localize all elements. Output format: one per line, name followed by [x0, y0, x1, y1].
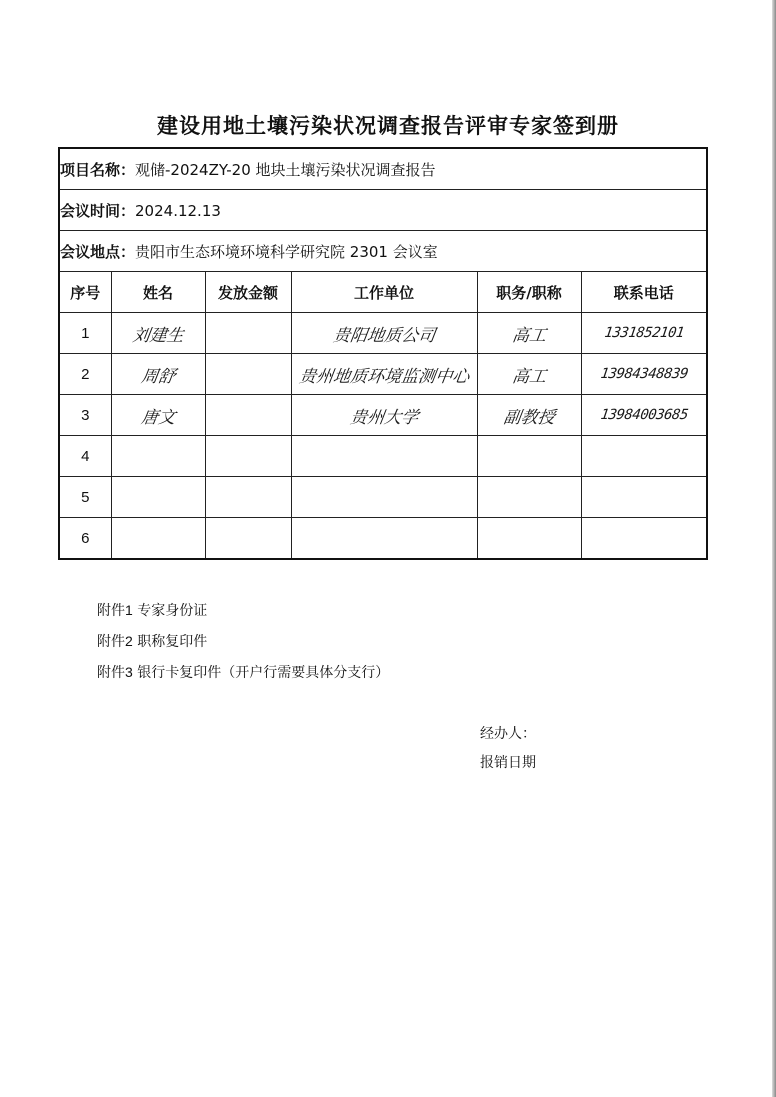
title-handwriting: 副教授 — [501, 407, 556, 428]
row-no: 2 — [59, 354, 111, 395]
handler-label: 经办人： — [480, 726, 536, 742]
row-unit — [291, 313, 477, 354]
row-phone — [581, 477, 707, 518]
row-phone — [581, 313, 707, 354]
table-row — [59, 477, 707, 518]
table-header — [59, 272, 707, 313]
name-signature: 刘建生 — [130, 325, 185, 346]
row-phone — [581, 395, 707, 436]
row-amount — [205, 477, 291, 518]
row-amount — [205, 395, 291, 436]
unit-handwriting: 贵州地质环境监测中心 — [297, 366, 471, 387]
name-signature: 唐文 — [139, 407, 177, 428]
table-row — [59, 313, 707, 354]
row-name — [111, 313, 205, 354]
row-unit — [291, 477, 477, 518]
header-no: 序号 — [59, 272, 111, 313]
row-unit — [291, 354, 477, 395]
place-label: 会议地点： — [60, 242, 136, 261]
attachment-item — [97, 631, 207, 651]
table-row — [59, 436, 707, 477]
name-signature: 周舒 — [139, 366, 177, 387]
row-no: 5 — [59, 477, 111, 518]
time-label: 会议时间： — [60, 201, 136, 220]
signin-table — [58, 147, 708, 560]
project-row — [59, 148, 707, 190]
attachment-number: 2 — [125, 633, 133, 649]
table-row — [59, 354, 707, 395]
phone-handwriting: 13984348839 — [599, 366, 689, 382]
row-name — [111, 477, 205, 518]
row-no: 3 — [59, 395, 111, 436]
row-title — [477, 477, 581, 518]
attachment-text: 银行卡复印件（开户行需要具体分支行） — [137, 665, 390, 681]
attachment-item — [97, 600, 207, 620]
unit-handwriting: 贵州大学 — [348, 407, 420, 428]
attachment-number: 3 — [125, 664, 133, 680]
attachment-label: 附件 — [97, 603, 125, 619]
attachment-number: 1 — [125, 602, 133, 618]
header-unit: 工作单位 — [291, 272, 477, 313]
row-phone — [581, 354, 707, 395]
row-amount — [205, 436, 291, 477]
table-row — [59, 395, 707, 436]
header-amount: 发放金额 — [205, 272, 291, 313]
header-name: 姓名 — [111, 272, 205, 313]
row-phone — [581, 518, 707, 560]
phone-handwriting: 1331852101 — [602, 325, 685, 341]
attachment-item — [97, 662, 389, 682]
time-row — [59, 190, 707, 231]
project-value: 观储-2024ZY-20 地块土壤污染状况调查报告 — [135, 160, 436, 179]
attachment-text: 专家身份证 — [137, 603, 208, 619]
row-phone — [581, 436, 707, 477]
row-no: 4 — [59, 436, 111, 477]
row-name — [111, 354, 205, 395]
time-value: 2024.12.13 — [135, 201, 221, 220]
project-label: 项目名称： — [60, 160, 136, 179]
row-amount — [205, 518, 291, 560]
unit-handwriting: 贵阳地质公司 — [331, 325, 437, 346]
row-title — [477, 395, 581, 436]
title-handwriting: 高工 — [510, 366, 548, 387]
attachment-label: 附件 — [97, 634, 125, 650]
row-unit — [291, 395, 477, 436]
title-handwriting: 高工 — [510, 325, 548, 346]
row-no: 1 — [59, 313, 111, 354]
header-title: 职务/职称 — [477, 272, 581, 313]
row-title — [477, 354, 581, 395]
place-value: 贵阳市生态环境环境科学研究院 2301 会议室 — [135, 242, 438, 261]
phone-handwriting: 13984003685 — [599, 407, 689, 423]
attachment-text: 职称复印件 — [137, 634, 208, 650]
table-row — [59, 518, 707, 560]
row-amount — [205, 354, 291, 395]
row-name — [111, 518, 205, 560]
row-name — [111, 395, 205, 436]
row-unit — [291, 436, 477, 477]
header-phone: 联系电话 — [581, 272, 707, 313]
row-title — [477, 436, 581, 477]
reimburse-date-label: 报销日期 — [480, 755, 536, 771]
place-row — [59, 231, 707, 272]
row-amount — [205, 313, 291, 354]
row-no: 6 — [59, 518, 111, 560]
scan-edge — [772, 0, 776, 1097]
attachment-label: 附件 — [97, 665, 125, 681]
row-title — [477, 313, 581, 354]
row-name — [111, 436, 205, 477]
row-title — [477, 518, 581, 560]
row-unit — [291, 518, 477, 560]
document-title: 建设用地土壤污染状况调查报告评审专家签到册 — [157, 113, 619, 138]
